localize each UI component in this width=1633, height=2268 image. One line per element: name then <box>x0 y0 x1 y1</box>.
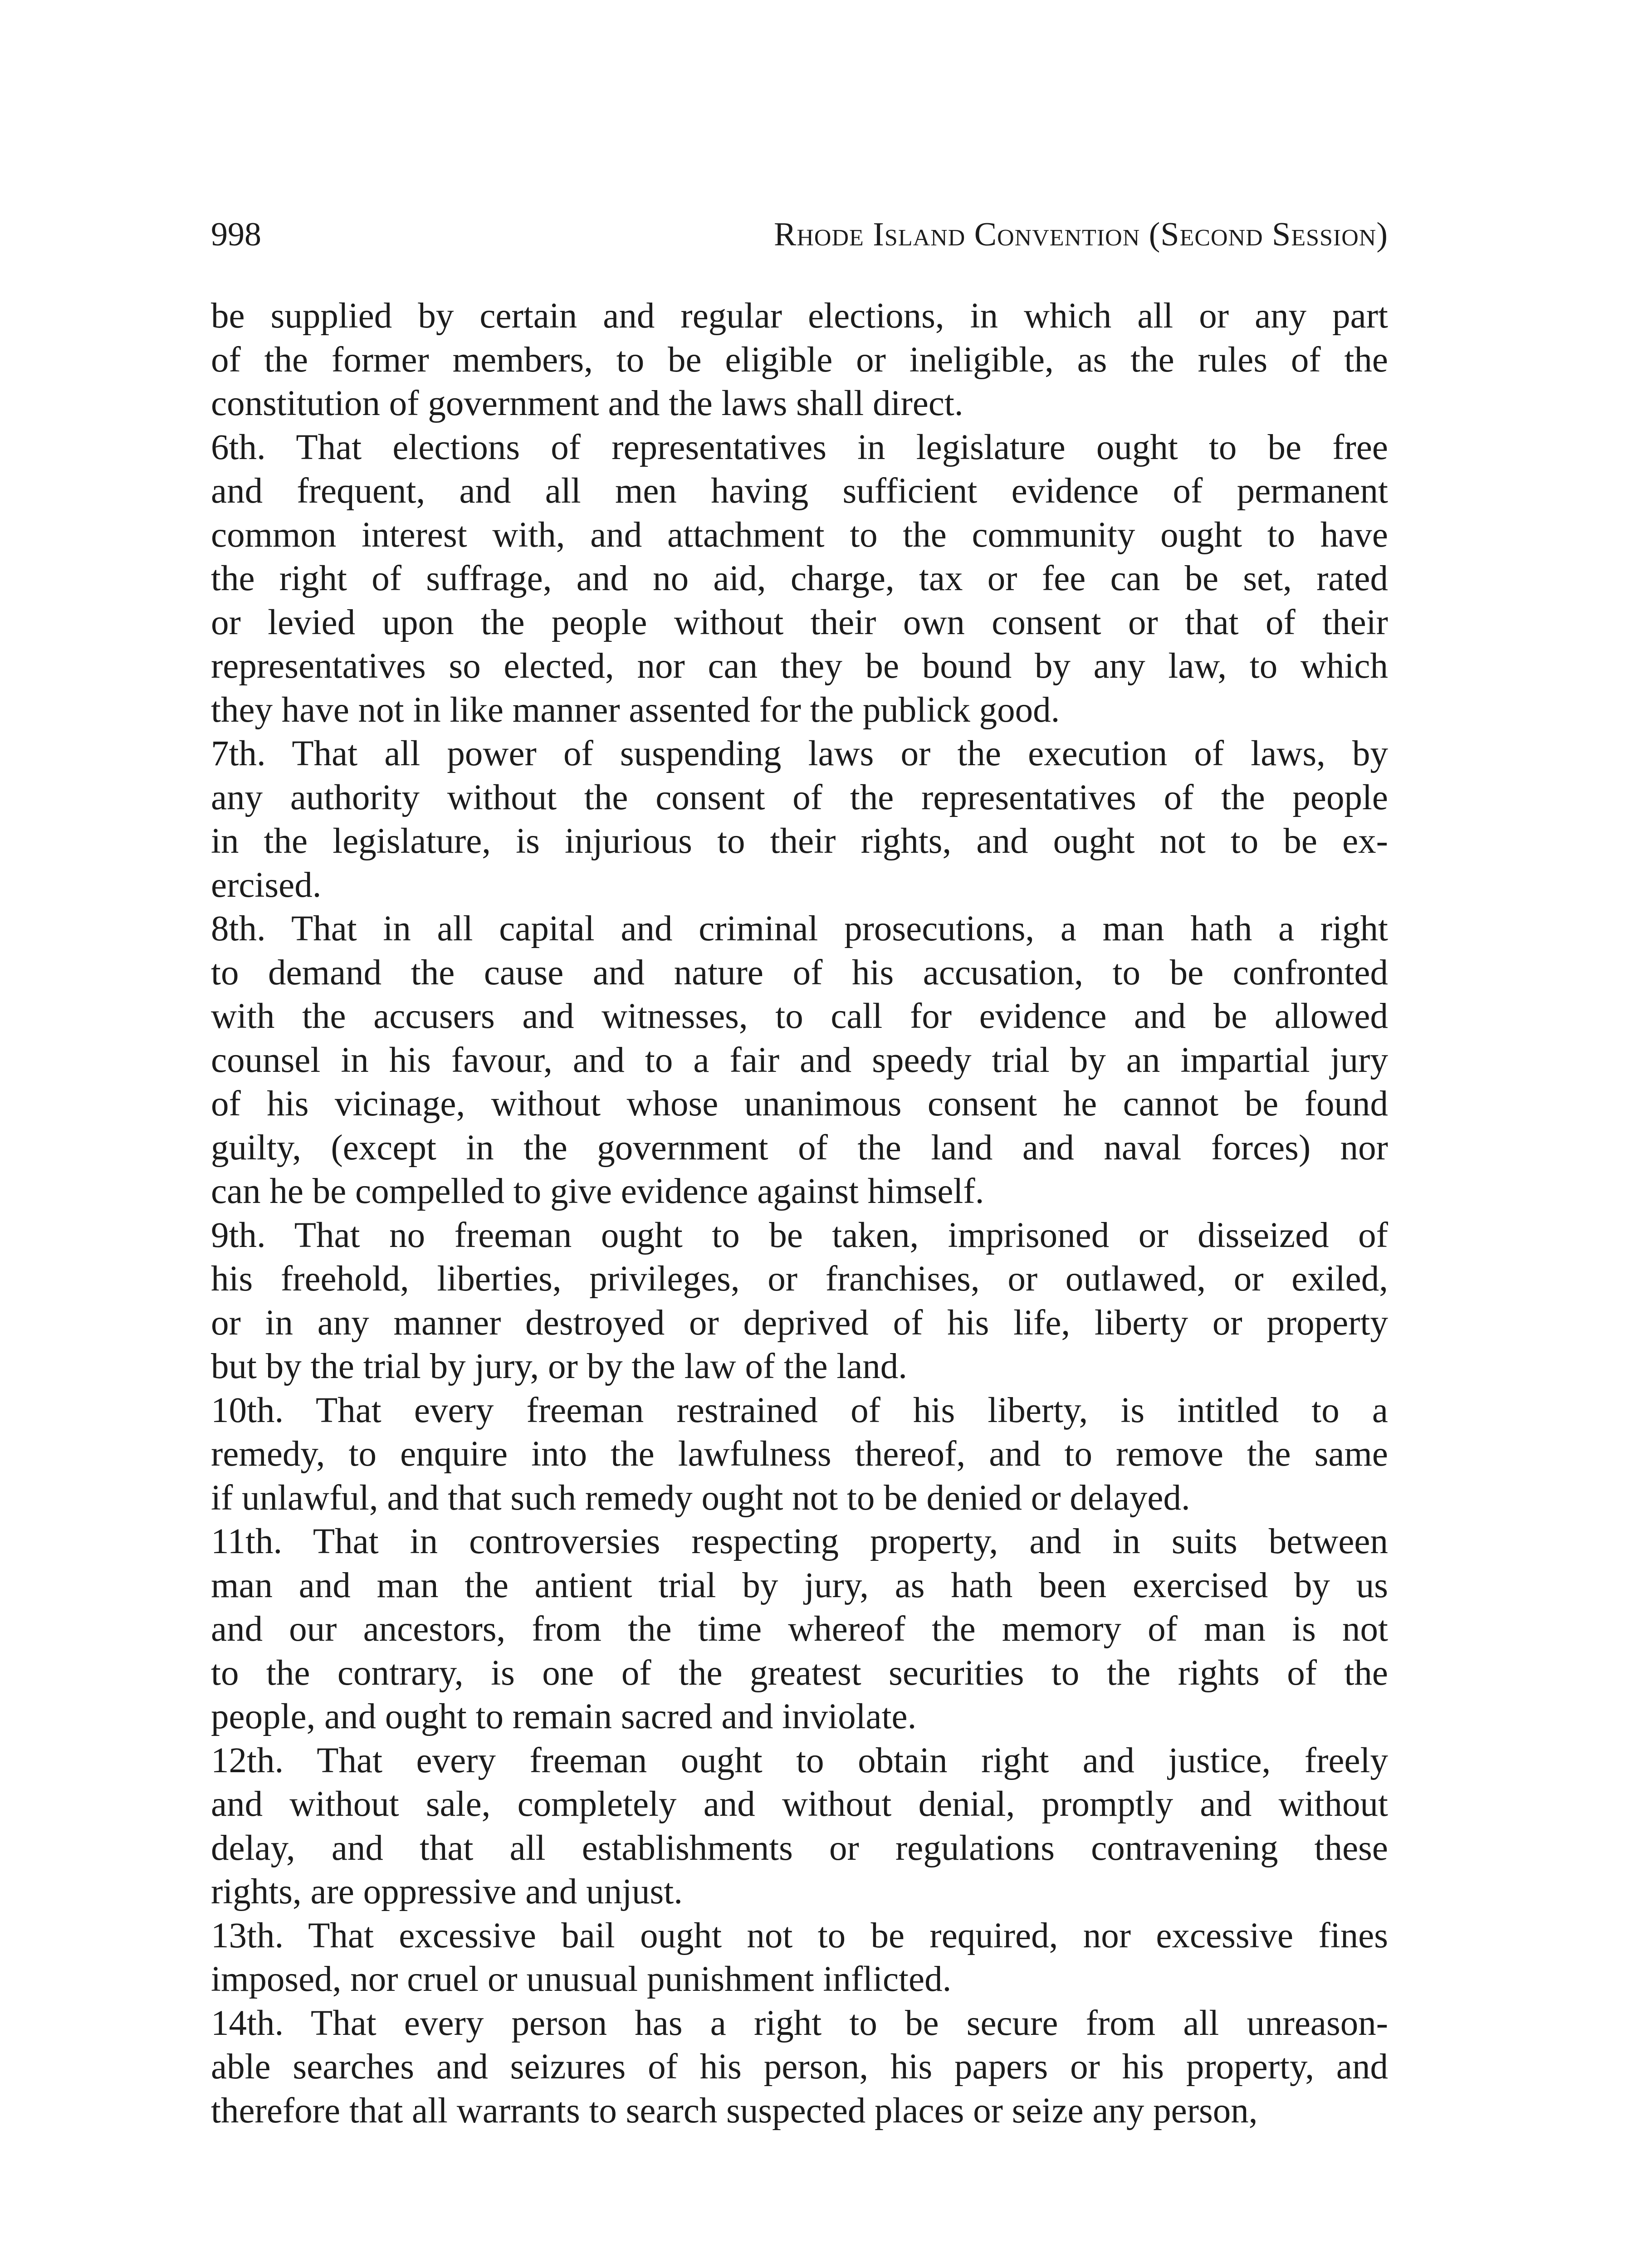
paragraph <box>211 1520 1388 1739</box>
paragraph <box>211 1914 1388 2002</box>
text-line: but by the trial by jury, or by the law of the land. <box>211 1347 908 1386</box>
paragraph <box>211 1389 1388 1520</box>
text-line: rights, are oppressive and unjust. <box>211 1872 683 1911</box>
text-line: of the former members, to be eligible or ineligible, as the rules of the <box>211 340 1388 380</box>
text-line: counsel in his favour, and to a fair and speedy trial by an impartial jury <box>211 1040 1388 1080</box>
text-line: ercised. <box>211 865 322 905</box>
paragraph <box>211 732 1388 907</box>
text-line: any authority without the consent of the representatives of the people <box>211 777 1388 817</box>
text-line: they have not in like manner assented for the publick good. <box>211 690 1060 730</box>
text-line: with the accusers and witnesses, to call for evidence and be allowed <box>211 997 1388 1036</box>
document-page <box>211 218 1388 2133</box>
paragraph <box>211 1739 1388 1914</box>
text-line: 12th. That every freeman ought to obtain right and justice, freely <box>211 1740 1388 1780</box>
text-line: 14th. That every person has a right to be secure from all unreason- <box>211 2003 1388 2043</box>
text-line: remedy, to enquire into the lawfulness thereof, and to remove the same <box>211 1434 1388 1474</box>
text-line: man and man the antient trial by jury, as hath been exercised by us <box>211 1565 1388 1605</box>
text-line: guilty, (except in the government of the land and naval forces) nor <box>211 1128 1388 1168</box>
text-line: 6th. That elections of representatives in legislature ought to be free <box>211 427 1388 467</box>
running-title: Rhode Island Convention (Second Session) <box>773 216 1388 253</box>
text-line: 10th. That every freeman restrained of his liberty, is intitled to a <box>211 1390 1388 1430</box>
paragraph <box>211 294 1388 426</box>
body-text <box>211 294 1388 2133</box>
paragraph <box>211 426 1388 733</box>
text-line: his freehold, liberties, privileges, or franchises, or outlawed, or exiled, <box>211 1259 1388 1299</box>
text-line: and our ancestors, from the time whereof the memory of man is not <box>211 1609 1388 1649</box>
text-line: therefore that all warrants to search suspected places or seize any person, <box>211 2091 1258 2131</box>
text-line: or levied upon the people without their own consent or that of their <box>211 602 1388 642</box>
text-line: if unlawful, and that such remedy ought not to be denied or delayed. <box>211 1478 1190 1518</box>
text-line: to demand the cause and nature of his accusation, to be confronted <box>211 953 1388 992</box>
text-line: delay, and that all establishments or regulations contravening these <box>211 1828 1388 1868</box>
text-line: or in any manner destroyed or deprived of his life, liberty or property <box>211 1303 1388 1343</box>
text-line: common interest with, and attachment to the community ought to have <box>211 515 1388 555</box>
text-line: representatives so elected, nor can they be bound by any law, to which <box>211 646 1388 686</box>
text-line: 8th. That in all capital and criminal prosecutions, a man hath a right <box>211 909 1388 948</box>
text-line: to the contrary, is one of the greatest securities to the rights of the <box>211 1653 1388 1693</box>
page-number: 998 <box>211 216 261 253</box>
paragraph <box>211 1214 1388 1389</box>
text-line: of his vicinage, without whose unanimous consent he cannot be found <box>211 1084 1388 1124</box>
paragraph <box>211 907 1388 1214</box>
text-line: the right of suffrage, and no aid, charge, tax or fee can be set, rated <box>211 559 1388 598</box>
text-line: be supplied by certain and regular elections, in which all or any part <box>211 296 1388 336</box>
text-line: able searches and seizures of his person, his papers or his property, and <box>211 2047 1388 2087</box>
text-line: 13th. That excessive bail ought not to be required, nor excessive fines <box>211 1916 1388 1955</box>
text-line: in the legislature, is injurious to their rights, and ought not to be ex- <box>211 821 1388 861</box>
text-line: imposed, nor cruel or unusual punishment inflicted. <box>211 1960 952 1999</box>
text-line: constitution of government and the laws shall direct. <box>211 384 963 423</box>
paragraph <box>211 2002 1388 2133</box>
text-line: and without sale, completely and without denial, promptly and without <box>211 1784 1388 1824</box>
text-line: can he be compelled to give evidence against himself. <box>211 1172 984 1211</box>
text-line: 11th. That in controversies respecting property, and in suits between <box>211 1522 1388 1561</box>
text-line: and frequent, and all men having sufficient evidence of permanent <box>211 471 1388 511</box>
text-line: 9th. That no freeman ought to be taken, imprisoned or disseized of <box>211 1215 1388 1255</box>
text-line: people, and ought to remain sacred and inviolate. <box>211 1697 917 1736</box>
page-header <box>211 218 1388 251</box>
text-line: 7th. That all power of suspending laws or the execution of laws, by <box>211 734 1388 773</box>
